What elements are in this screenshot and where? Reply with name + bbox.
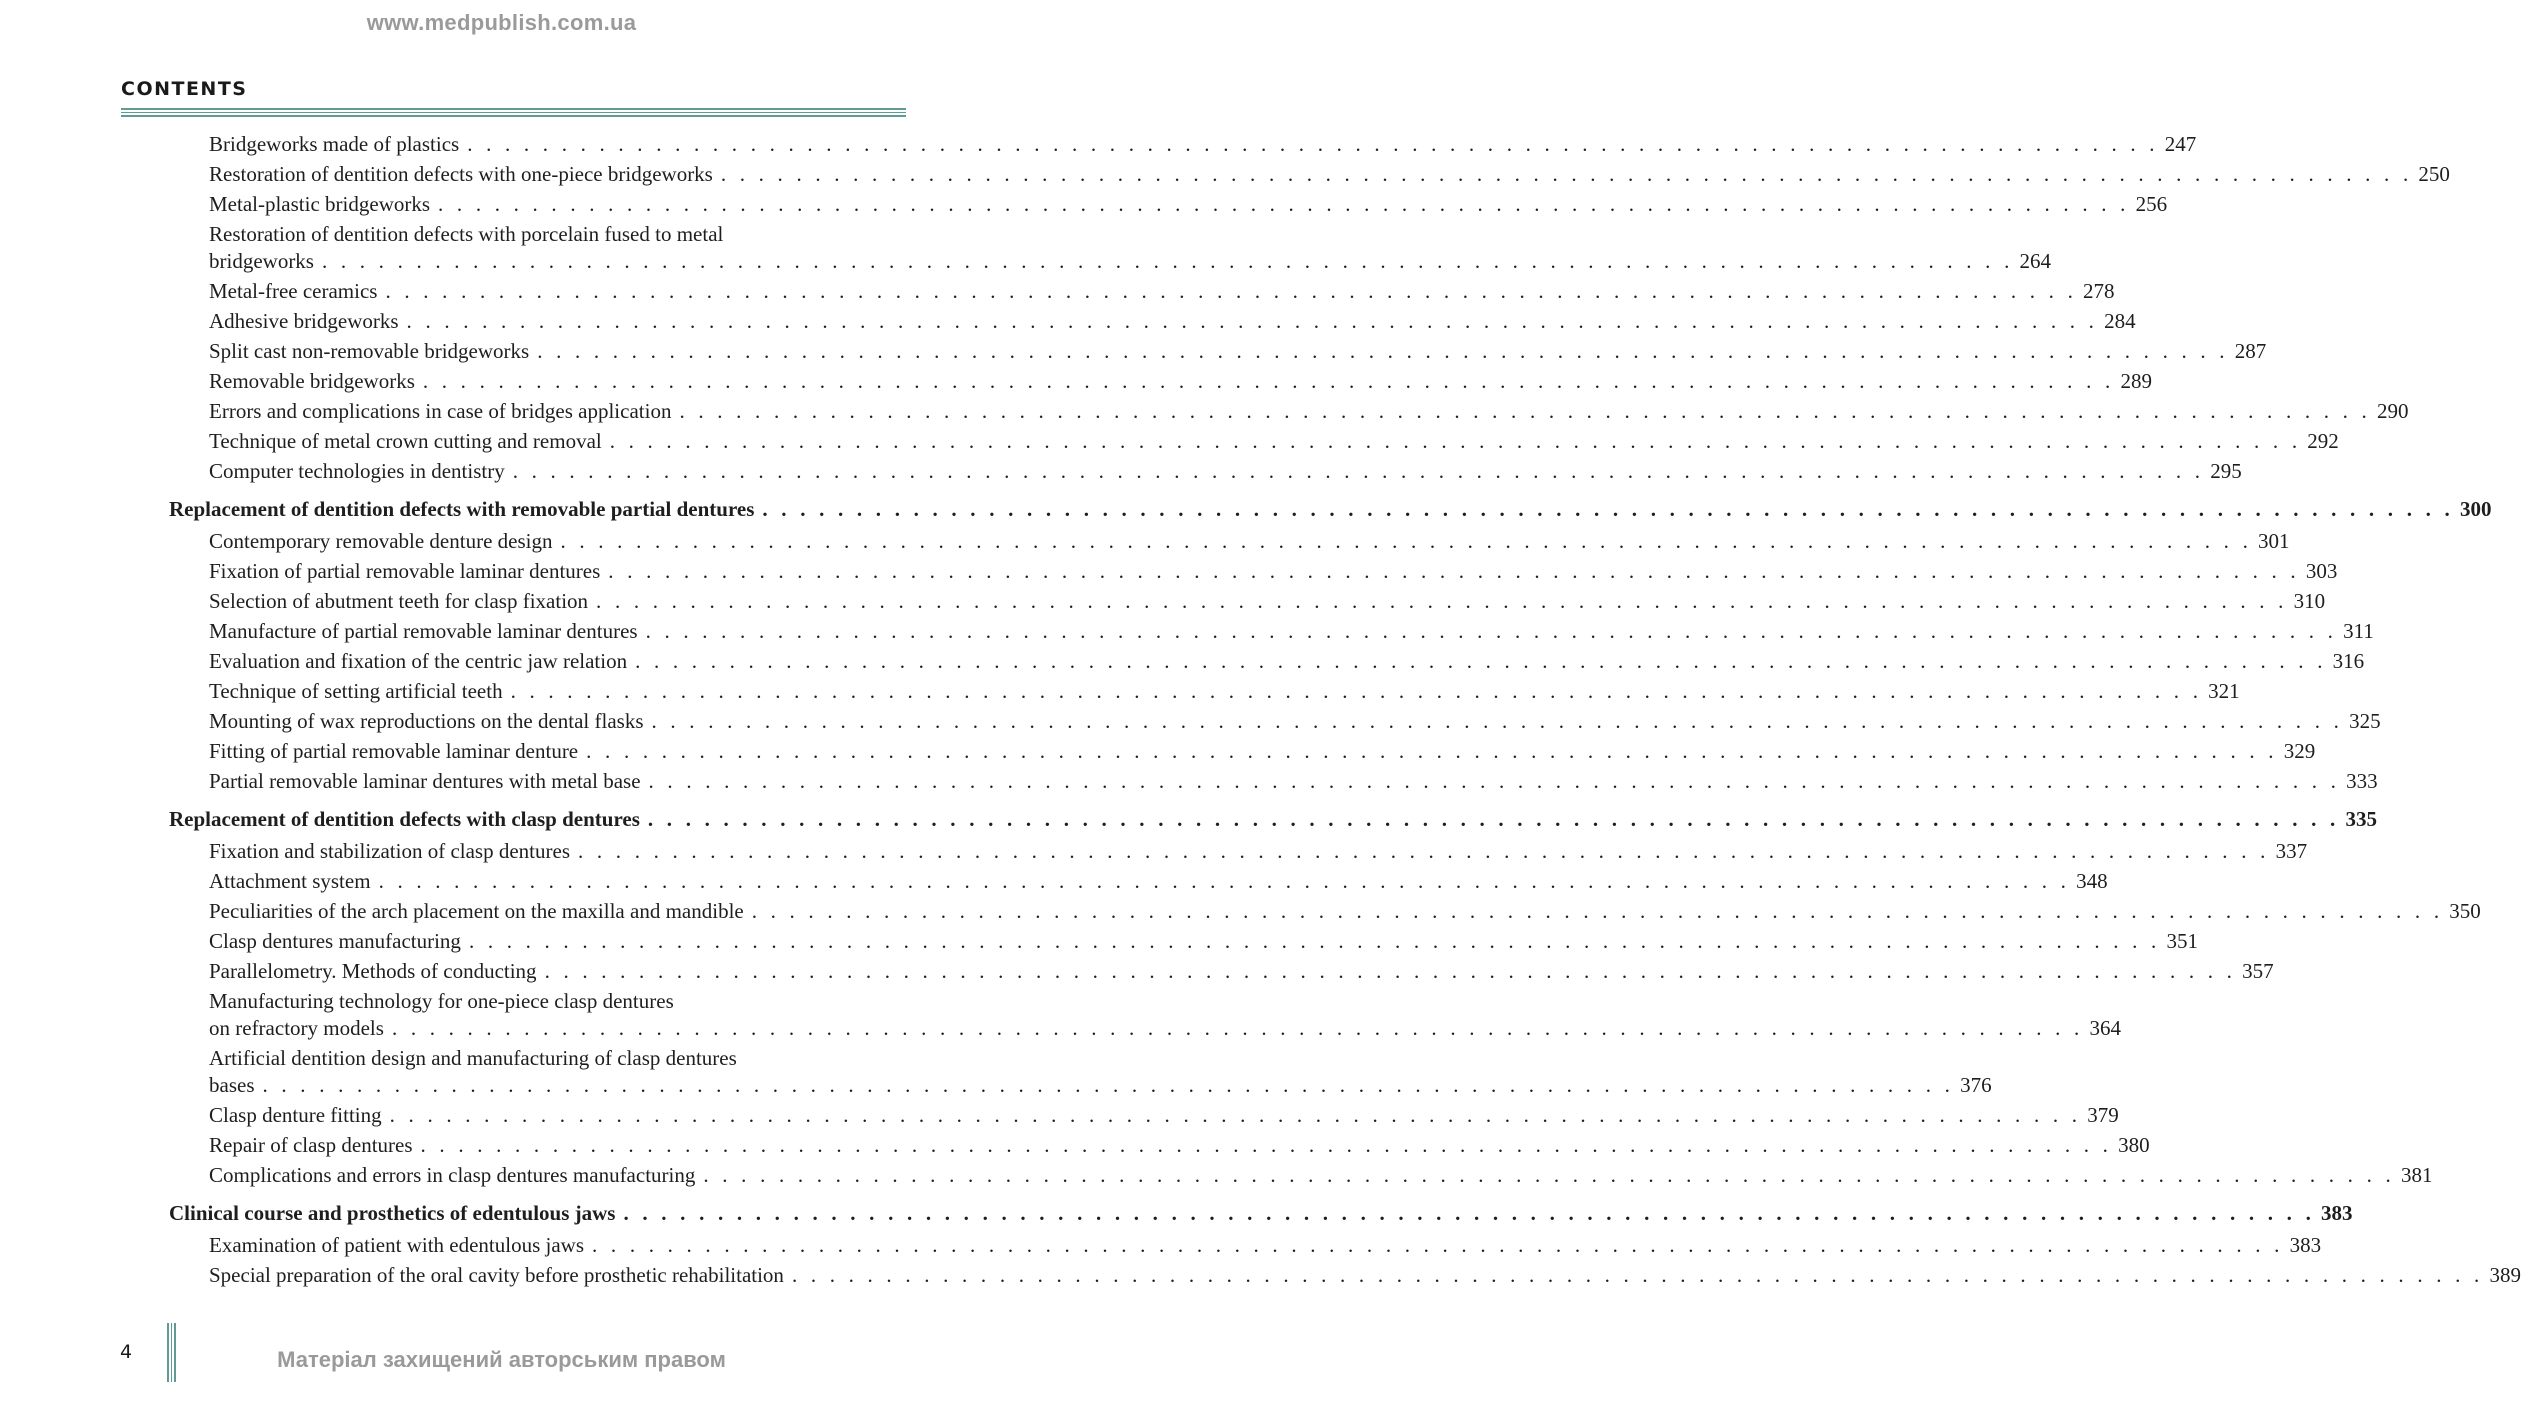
dot-leader: . . . . . . . . . . . . . . . . . . . . . . . . . . . . . . . . . . . . . . . . . . . . . . . . . . . . . . . . . . . . . . . . . . . . . . . . . . . . . . . . . . . . . . . . . . — [703, 1163, 2395, 1187]
toc-entry — [209, 368, 2152, 395]
toc-page-number: 247 — [2164, 132, 2197, 156]
toc-section-heading — [169, 496, 2492, 523]
dot-leader: . . . . . . . . . . . . . . . . . . . . . . . . . . . . . . . . . . . . . . . . . . . . . . . . . . . . . . . . . . . . . . . . . . . . . . . . . . . . . . . . . . . . . . . . . . — [438, 192, 2130, 216]
toc-entry-title: Split cast non-removable bridgeworks — [209, 339, 530, 363]
toc-entry-title: Complications and errors in clasp dentures manufacturing — [209, 1163, 696, 1187]
dot-leader: . . . . . . . . . . . . . . . . . . . . . . . . . . . . . . . . . . . . . . . . . . . . . . . . . . . . . . . . . . . . . . . . . . . . . . . . . . . . . . . . . . . . . . . . . . — [751, 899, 2444, 923]
toc-page-number: 383 — [2289, 1233, 2322, 1257]
toc-entry-title: Manufacture of partial removable laminar dentures — [209, 619, 638, 643]
toc-page-number: 290 — [2377, 399, 2409, 423]
toc-page-number: 389 — [2489, 1263, 2521, 1287]
toc-entry-title: Metal-plastic bridgeworks — [209, 192, 431, 216]
dot-leader: . . . . . . . . . . . . . . . . . . . . . . . . . . . . . . . . . . . . . . . . . . . . . . . . . . . . . . . . . . . . . . . . . . . . . . . . . . . . . . . . . . . . . . . . . . — [468, 929, 2161, 953]
toc-page-number: 364 — [2089, 1016, 2121, 1040]
toc-page-number: 383 — [2321, 1201, 2353, 1225]
toc-entry-title: Evaluation and fixation of the centric jaw relation — [209, 649, 628, 673]
dot-leader: . . . . . . . . . . . . . . . . . . . . . . . . . . . . . . . . . . . . . . . . . . . . . . . . . . . . . . . . . . . . . . . . . . . . . . . . . . . . . . . . . . . . . . . . . . — [596, 589, 2288, 613]
dot-leader: . . . . . . . . . . . . . . . . . . . . . . . . . . . . . . . . . . . . . . . . . . . . . . . . . . . . . . . . . . . . . . . . . . . . . . . . . . . . . . . . . . . . . . . . . . — [544, 959, 2237, 983]
toc-entry-title: Replacement of dentition defects with clasp dentures — [169, 807, 640, 831]
toc-entry — [209, 458, 2242, 485]
toc-entry-title: Fixation and stabilization of clasp dentures — [209, 839, 570, 863]
dot-leader: . . . . . . . . . . . . . . . . . . . . . . . . . . . . . . . . . . . . . . . . . . . . . . . . . . . . . . . . . . . . . . . . . . . . . . . . . . . . . . . . . . . . . . . . . . — [385, 279, 2078, 303]
dot-leader: . . . . . . . . . . . . . . . . . . . . . . . . . . . . . . . . . . . . . . . . . . . . . . . . . . . . . . . . . . . . . . . . . . . . . . . . . . . . . . . . . . . . . . . . . . — [645, 619, 2338, 643]
dot-leader: . . . . . . . . . . . . . . . . . . . . . . . . . . . . . . . . . . . . . . . . . . . . . . . . . . . . . . . . . . . . . . . . . . . . . . . . . . . . . . . . . . . . . . . . . . — [389, 1103, 2082, 1127]
dot-leader: . . . . . . . . . . . . . . . . . . . . . . . . . . . . . . . . . . . . . . . . . . . . . . . . . . . . . . . . . . . . . . . . . . . . . . . . . . . . . . . . . . . . . . . . . . — [378, 869, 2071, 893]
toc-entry — [209, 131, 2197, 158]
toc-page-number: 287 — [2234, 339, 2267, 363]
toc-page-number: 310 — [2293, 589, 2326, 613]
toc-entry-title: Restoration of dentition defects with porcelain fused to metal — [209, 222, 724, 246]
toc-entry-title: bases — [209, 1073, 255, 1097]
toc-entry-title: Fitting of partial removable laminar denture — [209, 739, 579, 763]
toc-entry — [209, 1262, 2521, 1289]
toc-entry-title: Special preparation of the oral cavity before prosthetic rehabilitation — [209, 1263, 784, 1287]
dot-leader: . . . . . . . . . . . . . . . . . . . . . . . . . . . . . . . . . . . . . . . . . . . . . . . . . . . . . . . . . . . . . . . . . . . . . . . . . . . . . . . . . . . . . . . . . . — [406, 309, 2099, 333]
toc-entry — [209, 1045, 1992, 1099]
toc-entry-title: Contemporary removable denture design — [209, 529, 553, 553]
toc-page-number: 350 — [2449, 899, 2481, 923]
dot-leader: . . . . . . . . . . . . . . . . . . . . . . . . . . . . . . . . . . . . . . . . . . . . . . . . . . . . . . . . . . . . . . . . . . . . . . . . . . . . . . . . . . . . . . . . . . — [592, 1233, 2284, 1257]
toc-entry — [209, 588, 2326, 615]
toc-entry-title: Examination of patient with edentulous jaws — [209, 1233, 585, 1257]
dot-leader: . . . . . . . . . . . . . . . . . . . . . . . . . . . . . . . . . . . . . . . . . . . . . . . . . . . . . . . . . . . . . . . . . . . . . . . . . . . . . . . . . . . . . . . . . . — [512, 459, 2205, 483]
toc-entry-title: bridgeworks — [209, 249, 314, 273]
toc-entry — [209, 988, 2121, 1042]
toc-page-number: 316 — [2332, 649, 2365, 673]
toc-entry-title: Manufacturing technology for one-piece clasp dentures — [209, 989, 674, 1013]
toc-entry — [209, 558, 2338, 585]
toc-entry — [209, 708, 2381, 735]
dot-leader: . . . . . . . . . . . . . . . . . . . . . . . . . . . . . . . . . . . . . . . . . . . . . . . . . . . . . . . . . . . . . . . . . . . . . . . . . . . . . . . . . . . . . . . . . . — [391, 1016, 2084, 1040]
toc-page-number: 284 — [2104, 309, 2136, 333]
toc-entry — [209, 1102, 2119, 1129]
dot-leader: . . . . . . . . . . . . . . . . . . . . . . . . . . . . . . . . . . . . . . . . . . . . . . . . . . . . . . . . . . . . . . . . . . . . . . . . . . . . . . . . . . . . . . . . . . — [623, 1201, 2316, 1225]
toc-page-number: 357 — [2242, 959, 2274, 983]
toc-entry-title: Selection of abutment teeth for clasp fixation — [209, 589, 589, 613]
toc-entry — [209, 678, 2240, 705]
toc-section-heading — [169, 806, 2377, 833]
toc-page-number: 380 — [2118, 1133, 2150, 1157]
toc-entry-title: Mounting of wax reproductions on the dental flasks — [209, 709, 644, 733]
toc-entry-title: Metal-free ceramics — [209, 279, 378, 303]
toc-entry-title: Technique of metal crown cutting and removal — [209, 429, 602, 453]
toc-entry — [209, 1232, 2322, 1259]
toc-entry — [209, 428, 2339, 455]
dot-leader: . . . . . . . . . . . . . . . . . . . . . . . . . . . . . . . . . . . . . . . . . . . . . . . . . . . . . . . . . . . . . . . . . . . . . . . . . . . . . . . . . . . . . . . . . . — [651, 709, 2344, 733]
toc-entry-title: Clasp dentures manufacturing — [209, 929, 461, 953]
toc-entry — [209, 1162, 2433, 1189]
toc-entry — [209, 928, 2198, 955]
toc-page-number: 250 — [2418, 162, 2450, 186]
toc-entry — [209, 278, 2115, 305]
toc-entry-title: Fixation of partial removable laminar dentures — [209, 559, 601, 583]
toc-page-number: 300 — [2459, 497, 2492, 521]
toc-page-number: 289 — [2120, 369, 2152, 393]
toc-entry — [209, 398, 2409, 425]
dot-leader: . . . . . . . . . . . . . . . . . . . . . . . . . . . . . . . . . . . . . . . . . . . . . . . . . . . . . . . . . . . . . . . . . . . . . . . . . . . . . . . . . . . . . . . . . . — [262, 1073, 1955, 1097]
toc-page-number: 329 — [2283, 739, 2316, 763]
toc-entry-title: Restoration of dentition defects with one-piece bridgeworks — [209, 162, 713, 186]
toc-page-number: 333 — [2346, 769, 2378, 793]
dot-leader: . . . . . . . . . . . . . . . . . . . . . . . . . . . . . . . . . . . . . . . . . . . . . . . . . . . . . . . . . . . . . . . . . . . . . . . . . . . . . . . . . . . . . . . . . . — [609, 429, 2302, 453]
toc-page-number: 321 — [2208, 679, 2240, 703]
toc-entry — [209, 1132, 2150, 1159]
toc-entry-title: Errors and complications in case of bridges application — [209, 399, 672, 423]
toc-entry-title: Replacement of dentition defects with removable partial dentures — [169, 497, 755, 521]
dot-leader: . . . . . . . . . . . . . . . . . . . . . . . . . . . . . . . . . . . . . . . . . . . . . . . . . . . . . . . . . . . . . . . . . . . . . . . . . . . . . . . . . . . . . . . . . . — [560, 529, 2253, 553]
toc-entry-title: Bridgeworks made of plastics — [209, 132, 460, 156]
dot-leader: . . . . . . . . . . . . . . . . . . . . . . . . . . . . . . . . . . . . . . . . . . . . . . . . . . . . . . . . . . . . . . . . . . . . . . . . . . . . . . . . . . . . . . . . . . — [762, 497, 2454, 521]
toc-entry — [209, 648, 2365, 675]
toc-entry-title: Clinical course and prosthetics of edentulous jaws — [169, 1201, 616, 1225]
toc-page-number: 256 — [2135, 192, 2168, 216]
toc-page-number: 278 — [2083, 279, 2115, 303]
toc-entry — [209, 161, 2450, 188]
toc-entry-title: Repair of clasp dentures — [209, 1133, 413, 1157]
toc-entry — [209, 738, 2316, 765]
dot-leader: . . . . . . . . . . . . . . . . . . . . . . . . . . . . . . . . . . . . . . . . . . . . . . . . . . . . . . . . . . . . . . . . . . . . . . . . . . . . . . . . . . . . . . . . . . — [510, 679, 2203, 703]
toc-entry-title: Peculiarities of the arch placement on the maxilla and mandible — [209, 899, 744, 923]
toc-page-number: 381 — [2400, 1163, 2433, 1187]
dot-leader: . . . . . . . . . . . . . . . . . . . . . . . . . . . . . . . . . . . . . . . . . . . . . . . . . . . . . . . . . . . . . . . . . . . . . . . . . . . . . . . . . . . . . . . . . . — [635, 649, 2327, 673]
toc-entry — [209, 958, 2274, 985]
dot-leader: . . . . . . . . . . . . . . . . . . . . . . . . . . . . . . . . . . . . . . . . . . . . . . . . . . . . . . . . . . . . . . . . . . . . . . . . . . . . . . . . . . . . . . . . . . — [321, 249, 2014, 273]
toc-page-number: 295 — [2210, 459, 2242, 483]
toc-page-number: 351 — [2166, 929, 2198, 953]
dot-leader: . . . . . . . . . . . . . . . . . . . . . . . . . . . . . . . . . . . . . . . . . . . . . . . . . . . . . . . . . . . . . . . . . . . . . . . . . . . . . . . . . . . . . . . . . . — [648, 769, 2341, 793]
toc-entry-title: Parallelometry. Methods of conducting — [209, 959, 537, 983]
toc-page-number: 264 — [2019, 249, 2052, 273]
toc-entry-title: on refractory models — [209, 1016, 384, 1040]
toc-entry-title: Removable bridgeworks — [209, 369, 415, 393]
dot-leader: . . . . . . . . . . . . . . . . . . . . . . . . . . . . . . . . . . . . . . . . . . . . . . . . . . . . . . . . . . . . . . . . . . . . . . . . . . . . . . . . . . . . . . . . . . — [608, 559, 2300, 583]
dot-leader: . . . . . . . . . . . . . . . . . . . . . . . . . . . . . . . . . . . . . . . . . . . . . . . . . . . . . . . . . . . . . . . . . . . . . . . . . . . . . . . . . . . . . . . . . . — [422, 369, 2115, 393]
toc-page-number: 311 — [2343, 619, 2374, 643]
toc-entry — [209, 191, 2168, 218]
dot-leader: . . . . . . . . . . . . . . . . . . . . . . . . . . . . . . . . . . . . . . . . . . . . . . . . . . . . . . . . . . . . . . . . . . . . . . . . . . . . . . . . . . . . . . . . . . — [647, 807, 2340, 831]
toc-entry — [209, 221, 2052, 275]
toc-entry — [209, 618, 2374, 645]
toc-page-number: 303 — [2305, 559, 2338, 583]
toc-page-number: 335 — [2345, 807, 2377, 831]
toc-page-number: 337 — [2275, 839, 2308, 863]
toc-page-number: 348 — [2076, 869, 2108, 893]
site-watermark: www.medpublish.com.ua — [366, 10, 637, 35]
dot-leader: . . . . . . . . . . . . . . . . . . . . . . . . . . . . . . . . . . . . . . . . . . . . . . . . . . . . . . . . . . . . . . . . . . . . . . . . . . . . . . . . . . . . . . . . . . — [720, 162, 2413, 186]
toc-entry-title: Clasp denture fitting — [209, 1103, 382, 1127]
toc-entry — [209, 528, 2290, 555]
dot-leader: . . . . . . . . . . . . . . . . . . . . . . . . . . . . . . . . . . . . . . . . . . . . . . . . . . . . . . . . . . . . . . . . . . . . . . . . . . . . . . . . . . . . . . . . . . — [420, 1133, 2113, 1157]
toc-entry-title: Adhesive bridgeworks — [209, 309, 399, 333]
toc-entry — [209, 868, 2108, 895]
toc-entry — [209, 338, 2267, 365]
copyright-watermark: Матеріал захищений авторським правом — [277, 1347, 726, 1372]
dot-leader: . . . . . . . . . . . . . . . . . . . . . . . . . . . . . . . . . . . . . . . . . . . . . . . . . . . . . . . . . . . . . . . . . . . . . . . . . . . . . . . . . . . . . . . . . . — [578, 839, 2270, 863]
toc-page-number: 325 — [2349, 709, 2381, 733]
toc-entry-title: Artificial dentition design and manufacturing of clasp dentures — [209, 1046, 737, 1070]
toc-entry-title: Attachment system — [209, 869, 371, 893]
toc-section-heading — [169, 1200, 2353, 1227]
dot-leader: . . . . . . . . . . . . . . . . . . . . . . . . . . . . . . . . . . . . . . . . . . . . . . . . . . . . . . . . . . . . . . . . . . . . . . . . . . . . . . . . . . . . . . . . . . — [679, 399, 2372, 423]
toc-entry — [209, 838, 2308, 865]
dot-leader: . . . . . . . . . . . . . . . . . . . . . . . . . . . . . . . . . . . . . . . . . . . . . . . . . . . . . . . . . . . . . . . . . . . . . . . . . . . . . . . . . . . . . . . . . . — [537, 339, 2229, 363]
toc-entry — [209, 308, 2136, 335]
toc-page-number: 301 — [2258, 529, 2290, 553]
toc-page-number: 292 — [2307, 429, 2339, 453]
dot-leader: . . . . . . . . . . . . . . . . . . . . . . . . . . . . . . . . . . . . . . . . . . . . . . . . . . . . . . . . . . . . . . . . . . . . . . . . . . . . . . . . . . . . . . . . . . — [586, 739, 2278, 763]
page-title: CONTENTS — [121, 78, 248, 100]
toc-entry-title: Technique of setting artificial teeth — [209, 679, 503, 703]
toc-entry — [209, 898, 2481, 925]
toc-page-number: 376 — [1960, 1073, 1992, 1097]
dot-leader: . . . . . . . . . . . . . . . . . . . . . . . . . . . . . . . . . . . . . . . . . . . . . . . . . . . . . . . . . . . . . . . . . . . . . . . . . . . . . . . . . . . . . . . . . . — [467, 132, 2159, 156]
toc-page-number: 379 — [2087, 1103, 2119, 1127]
page-number: 4 — [120, 1341, 133, 1363]
toc-entry — [209, 768, 2378, 795]
toc-entry-title: Computer technologies in dentistry — [209, 459, 505, 483]
dot-leader: . . . . . . . . . . . . . . . . . . . . . . . . . . . . . . . . . . . . . . . . . . . . . . . . . . . . . . . . . . . . . . . . . . . . . . . . . . . . . . . . . . . . . . . . . . — [791, 1263, 2484, 1287]
toc-entry-title: Partial removable laminar dentures with metal base — [209, 769, 641, 793]
